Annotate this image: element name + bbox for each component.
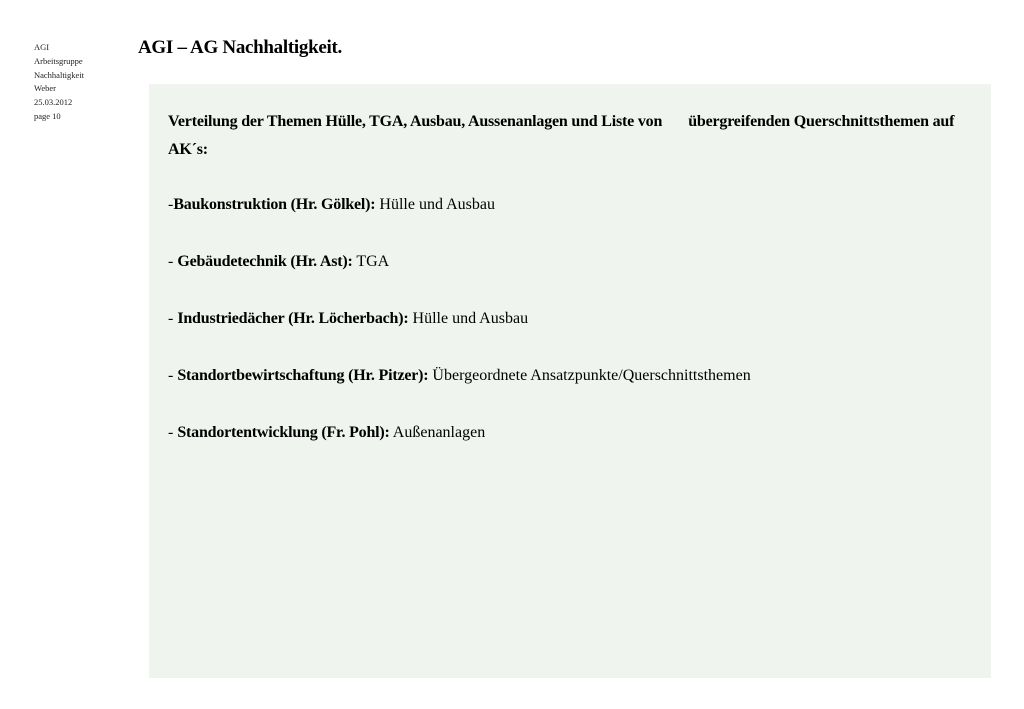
assignment-item-industriedaecher [168, 308, 528, 330]
assignment-prefix: - [168, 367, 178, 384]
assignment-working-group: Industriedächer (Hr. Löcherbach): [177, 310, 409, 327]
intro-paragraph [168, 108, 973, 164]
sidebar-line-date: 25.03.2012 [34, 97, 73, 108]
page-title: AGI – AG Nachhaltigkeit. [138, 37, 342, 58]
sidebar-line-author: Weber [34, 83, 56, 94]
sidebar-line-topic: Nachhaltigkeit [34, 69, 85, 80]
assignment-topic: Hülle und Ausbau [375, 196, 495, 213]
slide-info-sidebar [34, 41, 134, 124]
assignment-item-gebaeudetechnik [168, 251, 389, 273]
assignment-item-baukonstruktion [168, 194, 495, 216]
intro-text-part2: übergreifenden Querschnittsthemen auf AK´s: [168, 113, 955, 158]
assignment-working-group: Baukonstruktion (Hr. Gölkel): [173, 196, 376, 213]
assignment-working-group: Gebäudetechnik (Hr. Ast): [177, 253, 353, 270]
content-panel [149, 84, 991, 678]
sidebar-line-group: AGI [34, 42, 50, 52]
assignment-working-group: Standortentwicklung (Fr. Pohl): [177, 424, 390, 441]
sidebar-line-page-number: page 10 [34, 110, 61, 121]
assignment-item-standortentwicklung [168, 422, 485, 444]
assignment-prefix: - [168, 424, 178, 441]
assignment-item-standortbewirtschaftung [168, 365, 751, 387]
assignment-topic: Übergeordnete Ansatzpunkte/Querschnittsthemen [428, 367, 751, 384]
assignment-working-group: Standortbewirtschaftung (Hr. Pitzer): [177, 367, 429, 384]
panel-content [168, 108, 973, 441]
assignment-topic: Hülle und Ausbau [408, 310, 529, 327]
sidebar-line-group-name: Arbeitsgruppe [34, 55, 83, 66]
assignment-prefix: - [168, 253, 178, 270]
intro-text-part1: Verteilung der Themen Hülle, TGA, Ausbau, Aussenanlagen und Liste von [168, 113, 663, 130]
assignment-prefix: - [168, 310, 178, 327]
assignment-topic: Außenanlagen [389, 424, 486, 441]
assignment-topic: TGA [352, 253, 390, 270]
assignment-prefix: - [168, 196, 174, 213]
